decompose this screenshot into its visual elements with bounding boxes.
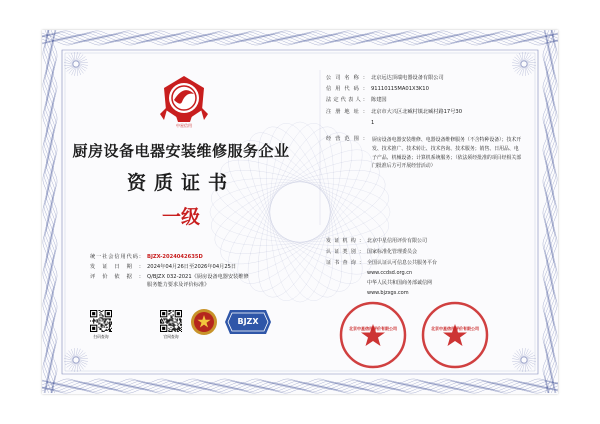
stamp-left-text: 北京中星信用评价有限公司 bbox=[349, 326, 397, 331]
qr-code-website bbox=[160, 310, 182, 332]
certificate bbox=[42, 30, 558, 394]
certificate-subtitle: 资质证书 bbox=[126, 172, 235, 194]
info-row-company-name: 公司名称： 北京远达顶端电器设备有限公司 bbox=[326, 75, 444, 81]
national-emblem-seal bbox=[190, 308, 218, 336]
qr-caption-query: 扫码查询 bbox=[93, 334, 109, 339]
info-row-address-cont: 1 bbox=[371, 120, 375, 126]
bjzx-badge-text: BJZX bbox=[237, 317, 259, 326]
info-row-query-url-1: www.ccdsd.org.cn bbox=[367, 270, 413, 276]
info-row-credit-number: 信用代码： 91110115MA01X3K10 bbox=[326, 86, 429, 92]
company-logo-emblem bbox=[154, 70, 214, 130]
info-row-address: 注册地址： 北京市大兴区北臧村镇北臧村路17号30 bbox=[326, 109, 463, 115]
info-row-query-url-2: www.bjzxgs.com bbox=[367, 290, 409, 296]
stamp-right-text: 北京中星信用评价有限公司 bbox=[431, 326, 479, 331]
official-stamp-left bbox=[338, 300, 408, 370]
info-row-legal-rep: 法定代表人： 陈建国 bbox=[326, 97, 387, 103]
info-row-cert-category: 认证类别： 国家标准化管理委员会 bbox=[326, 249, 418, 255]
info-row-evaluation-basis: 评价依据： Q/BJZX 032-2021《厨房设备电器安装维修 bbox=[90, 274, 249, 280]
qr-code-query bbox=[90, 310, 112, 332]
logo-text: 中星信用 bbox=[176, 123, 192, 128]
info-row-scope-label: 经营范围： bbox=[326, 136, 368, 142]
certificate-title: 厨房设备电器安装维修服务企业 bbox=[72, 142, 290, 160]
info-row-issue-date: 发证日期： 2024年04月26日至2026年04月25日 bbox=[90, 264, 237, 270]
info-row-cert-query: 证书查询： 全国认证认可信息公共服务平台 bbox=[326, 260, 438, 266]
qr-caption-website: 官网查询 bbox=[163, 334, 179, 339]
official-stamp-right bbox=[420, 300, 490, 370]
certificate-level: 一级 bbox=[161, 206, 200, 228]
info-row-query-site-2: 中华人民共和国商务部诚信网 bbox=[367, 280, 433, 286]
business-scope-text: 厨房设备电器安装维修、电器设备维修服务（不含特种设备）；技术开发、技术推广、技术转让、技术咨询、技术服务；销售、日用品、电子产品、机械设备；计算机系统服务；（依法须经批准的项目经相关部门批准后方可开展经营活动） bbox=[372, 137, 522, 170]
info-row-credit-code: 统一社会信用代码： BJZX-2024042635D bbox=[90, 254, 203, 260]
info-row-issuer: 发证机构： 北京中星信用评价有限公司 bbox=[326, 238, 428, 244]
info-row-evaluation-basis-cont: 服务能力要求及评价标准》 bbox=[147, 282, 210, 288]
